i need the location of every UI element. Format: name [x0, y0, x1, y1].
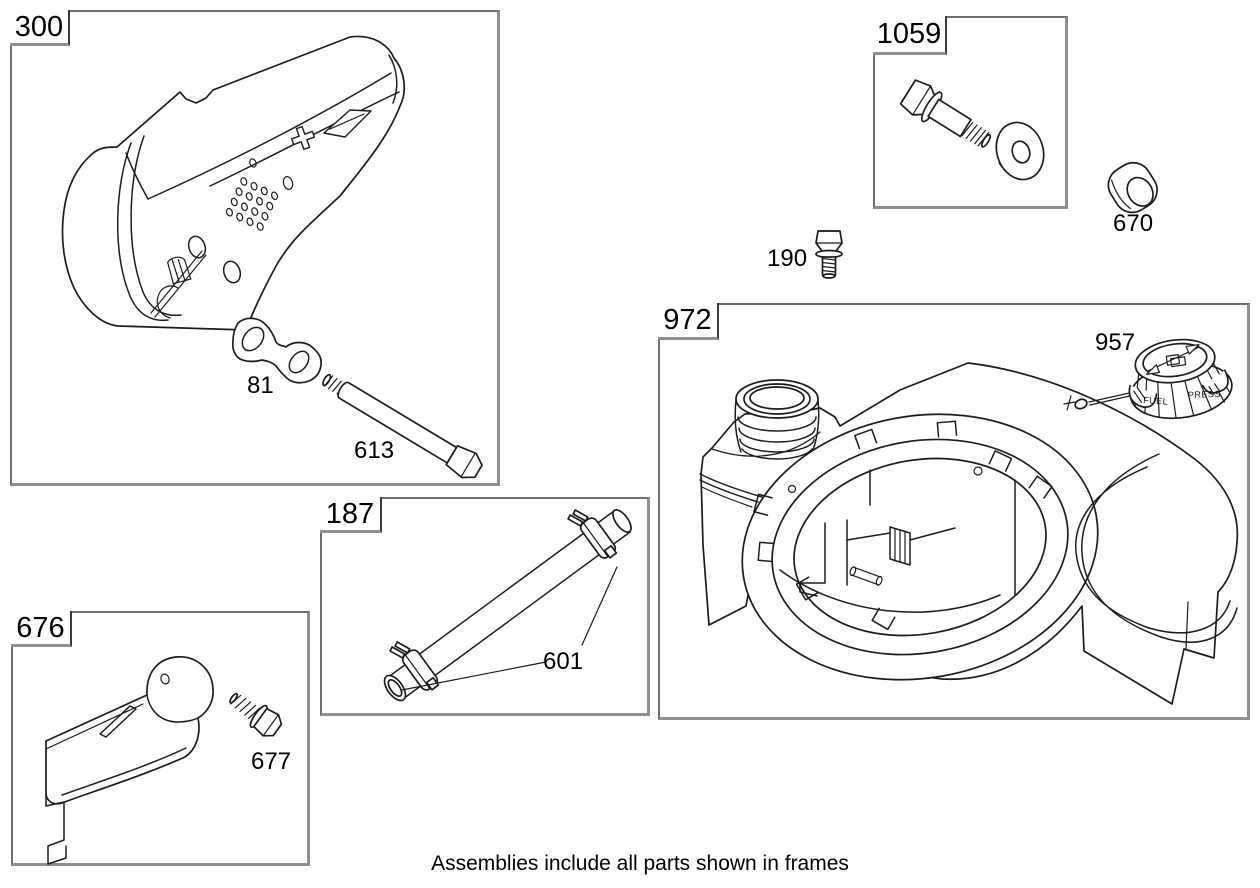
- frame-1059-label: 1059: [873, 16, 947, 55]
- fuel-cap-text-right: PRESS: [1187, 388, 1222, 400]
- shoulder-bolt-drawing: [899, 78, 997, 157]
- leader-line-601: [402, 567, 617, 690]
- fuel-cap-text-left: FUEL: [1142, 395, 1169, 407]
- guard-screw-drawing: [224, 686, 285, 740]
- muffler-drawing: [62, 36, 404, 330]
- part-label-613: 613: [354, 437, 395, 464]
- part-label-670: 670: [1113, 210, 1154, 237]
- part-label-190: 190: [767, 245, 808, 272]
- frame-187-label: 187: [320, 497, 382, 533]
- tank-bolt-drawing: [816, 231, 842, 278]
- diagram-caption: Assemblies include all parts shown in frames: [431, 852, 849, 875]
- part-label-677: 677: [251, 748, 292, 775]
- frame-676-label: 676: [11, 611, 72, 647]
- frame-972-label: 972: [658, 303, 719, 340]
- frame-300-label: 300: [10, 10, 70, 46]
- part-label-957: 957: [1095, 329, 1136, 356]
- muffler-guard-drawing: [46, 657, 213, 864]
- part-label-81: 81: [247, 372, 274, 399]
- muffler-bolt-drawing: [317, 367, 485, 483]
- guard-bracket: [46, 793, 66, 864]
- fuel-hose-drawing: [380, 504, 634, 705]
- part-label-601: 601: [543, 648, 584, 675]
- washer-drawing: [989, 116, 1051, 185]
